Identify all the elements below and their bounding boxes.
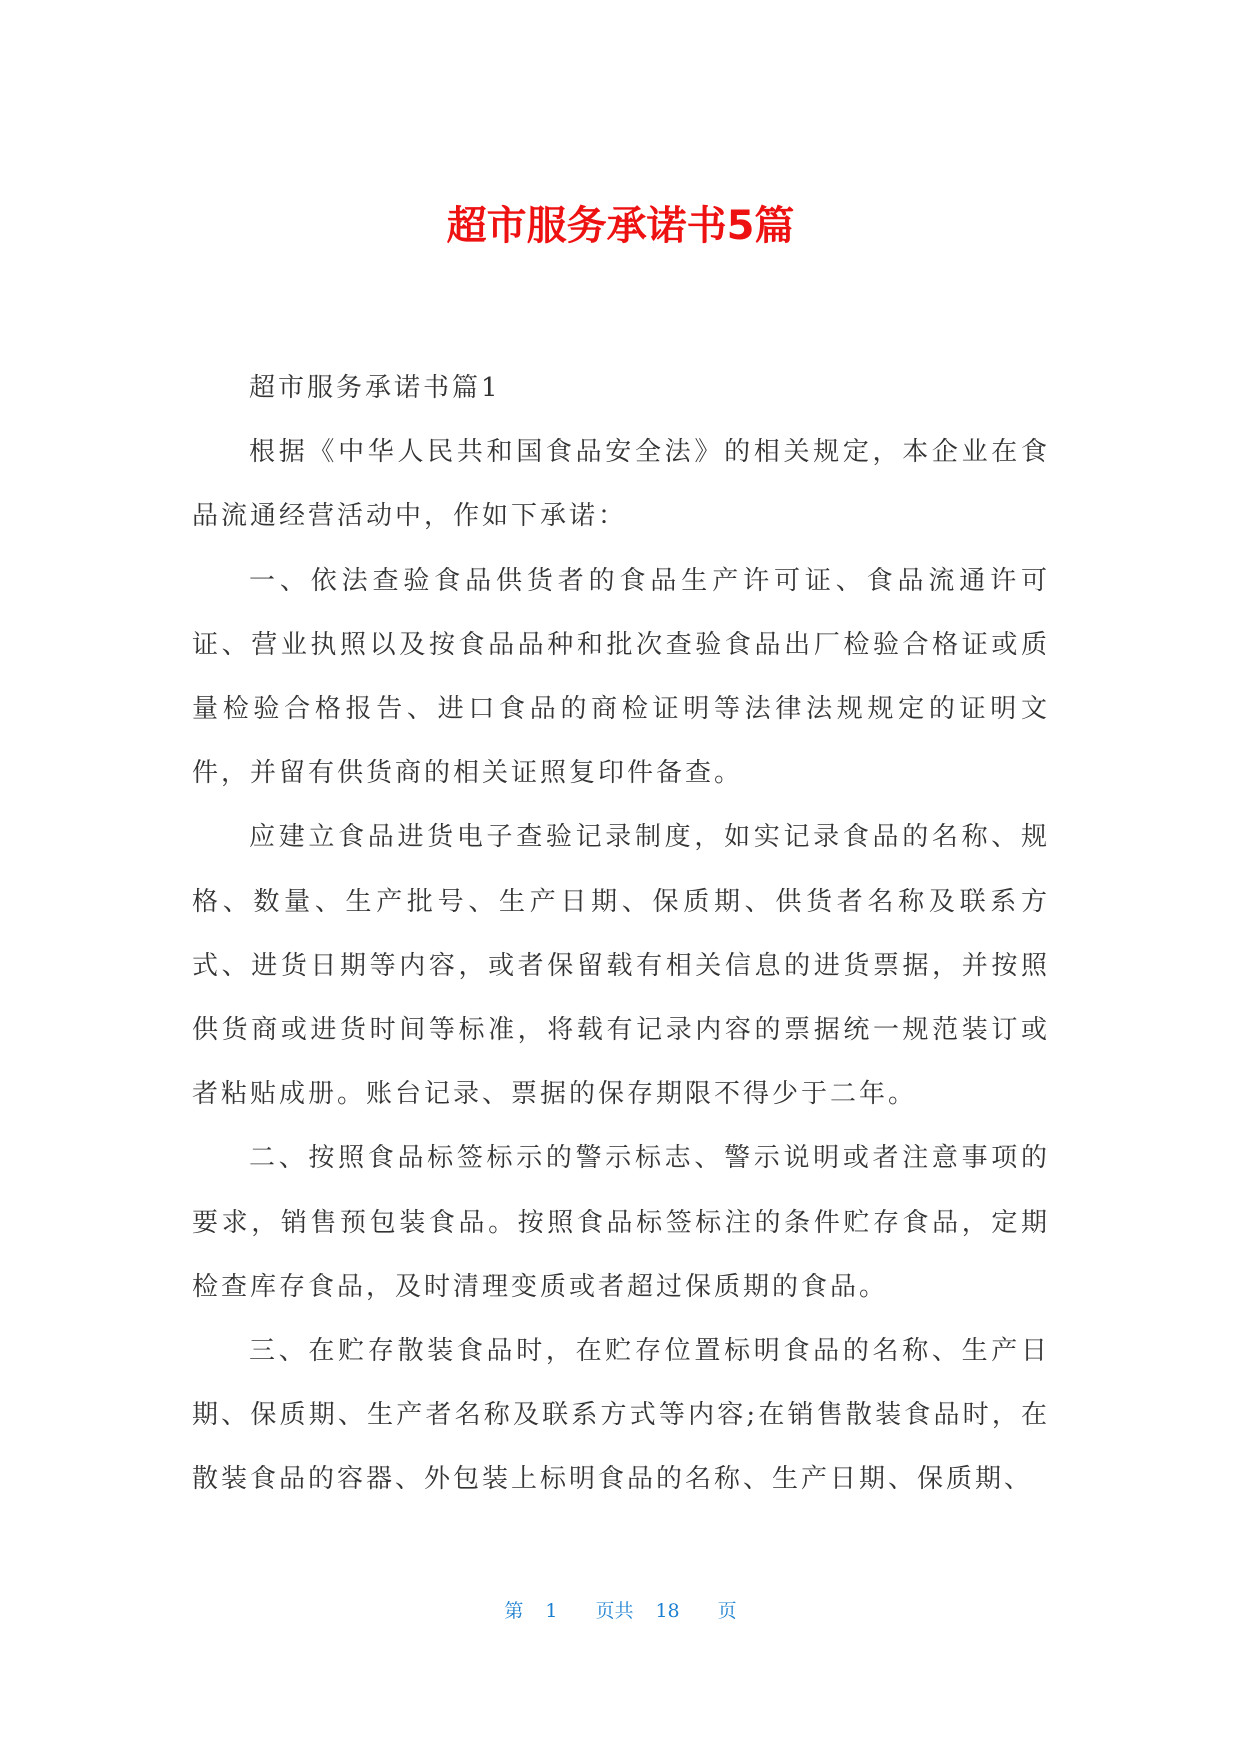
document-body [192,356,1050,1512]
document-title: 超市服务承诺书5篇 [446,203,795,249]
paragraph-records: 应建立食品进货电子查验记录制度，如实记录食品的名称、规格、数量、生产批号、生产日期、保质期、供货者名称及联系方式、进货日期等内容，或者保留载有相关信息的进货票据，并按照供货商或进货时间等标准，将载有记录内容的票据统一规范装订或者粘贴成册。账台记录、票据的保存期限不得少于二年。 [192,822,1050,1110]
paragraph-item-two: 二、按照食品标签标示的警示标志、警示说明或者注意事项的要求，销售预包装食品。按照食品标签标注的条件贮存食品，定期检查库存食品，及时清理变质或者超过保质期的食品。 [192,1143,1050,1302]
footer-prefix: 第 [504,1600,524,1622]
paragraph-item-one: 一、依法查验食品供货者的食品生产许可证、食品流通许可证、营业执照以及按食品品种和批次查验食品出厂检验合格证或质量检验合格报告、进口食品的商检证明等法律法规规定的证明文件，并留有供货商的相关证照复印件备查。 [192,565,1050,789]
footer-current-page: 1 [545,1600,558,1622]
footer-mid: 页共 [595,1600,634,1622]
paragraph-intro: 根据《中华人民共和国食品安全法》的相关规定，本企业在食品流通经营活动中，作如下承诺： [192,437,1050,532]
section-heading: 超市服务承诺书篇1 [249,373,501,403]
footer-suffix: 页 [717,1600,737,1622]
footer-total-pages: 18 [655,1600,680,1622]
paragraph-item-three: 三、在贮存散装食品时，在贮存位置标明食品的名称、生产日期、保质期、生产者名称及联系方式等内容;在销售散装食品时，在散装食品的容器、外包装上标明食品的名称、生产日期、保质期、 [192,1336,1050,1495]
page-footer [0,1597,1241,1625]
